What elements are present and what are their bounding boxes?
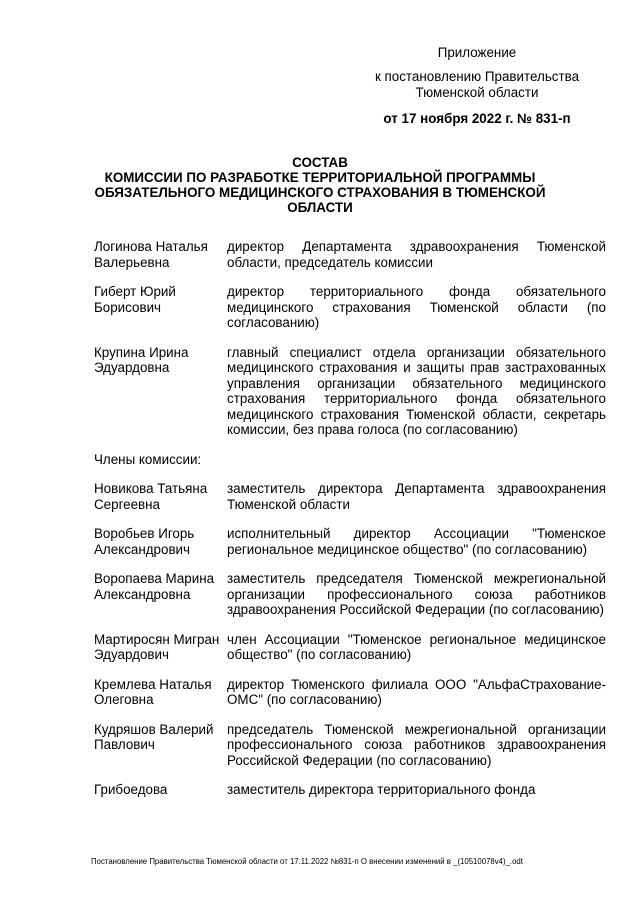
- member-name: Мартиросян Мигран Эдуардович: [94, 631, 220, 662]
- member-name: Кремлева Наталья Олеговна: [94, 676, 212, 707]
- member-name: Воробьев Игорь Александрович: [94, 526, 195, 557]
- members-label: Члены комиссии:: [94, 451, 202, 467]
- member-role: директор территориального фонда обязательного медицинского страхования Тюменской области (по согласованию): [227, 284, 606, 330]
- member-role: директор Тюменского филиала ООО "АльфаСтрахование-ОМС" (по согласованию): [227, 676, 606, 707]
- document-heading: [94, 155, 546, 215]
- heading-line-2: КОМИССИИ ПО РАЗРАБОТКЕ ТЕРРИТОРИАЛЬНОЙ ПРОГРАММЫ: [104, 170, 536, 185]
- member-row: [94, 284, 606, 331]
- member-name: Кудряшов Валерий Павлович: [94, 721, 214, 752]
- member-role: заместитель директора Департамента здравоохранения Тюменской области: [227, 481, 606, 512]
- commission-list: [94, 239, 606, 812]
- heading-line-1: СОСТАВ: [292, 155, 348, 170]
- member-name: Гиберт Юрий Борисович: [94, 284, 176, 315]
- member-role: главный специалист отдела организации обязательного медицинского страхования и защиты прав застрахованных управления организации обязательного медицинского страхования территориального фонда обязательного медицинского страхования Тюменской области, секретарь комиссии, без права голоса (по согласованию): [227, 344, 606, 437]
- member-name: Грибоедова: [94, 782, 168, 797]
- heading-line-3: ОБЯЗАТЕЛЬНОГО МЕДИЦИНСКОГО СТРАХОВАНИЯ В ТЮМЕНСКОЙ: [94, 185, 546, 200]
- appendix-line-1: к постановлению Правительства: [374, 69, 580, 84]
- member-name: Крупина Ирина Эдуардовна: [94, 344, 189, 375]
- member-row: [94, 239, 606, 270]
- member-row: [94, 481, 606, 512]
- appendix-title: Приложение: [437, 45, 517, 60]
- member-row: [94, 782, 606, 798]
- heading-line-4: ОБЛАСТИ: [287, 200, 353, 215]
- member-name: Новикова Татьяна Сергеевна: [94, 481, 208, 512]
- member-row: [94, 722, 606, 769]
- member-role: заместитель директора территориального фонда: [227, 782, 536, 797]
- member-row: [94, 345, 606, 438]
- appendix-date: от 17 ноября 2022 г. № 831-п: [383, 111, 571, 126]
- appendix-header: [362, 45, 592, 127]
- member-row: [94, 677, 606, 708]
- member-row: [94, 526, 606, 557]
- member-name: Логинова Наталья Валерьевна: [94, 239, 208, 270]
- page-footer: Постановление Правительства Тюменской области от 17.11.2022 №831-п О внесении изменений в _(10510078v4)_.odt: [91, 857, 523, 866]
- member-role: заместитель председателя Тюменской межрегиональной организации профессионального союза работников здравоохранения Российской Федерации (по согласованию): [227, 571, 606, 617]
- member-row: [94, 571, 606, 618]
- member-row: [94, 632, 606, 663]
- member-role: член Ассоциации "Тюменское региональное медицинское общество" (по согласованию): [227, 631, 606, 662]
- member-role: исполнительный директор Ассоциации "Тюменское региональное медицинское общество" (по согласованию): [227, 526, 606, 557]
- appendix-line-2: Тюменской области: [415, 85, 539, 100]
- member-name: Воропаева Марина Александровна: [94, 571, 215, 602]
- member-role: директор Департамента здравоохранения Тюменской области, председатель комиссии: [227, 239, 606, 270]
- member-role: председатель Тюменской межрегиональной организации профессионального союза работников здравоохранения Российской Федерации (по согласованию): [227, 721, 606, 768]
